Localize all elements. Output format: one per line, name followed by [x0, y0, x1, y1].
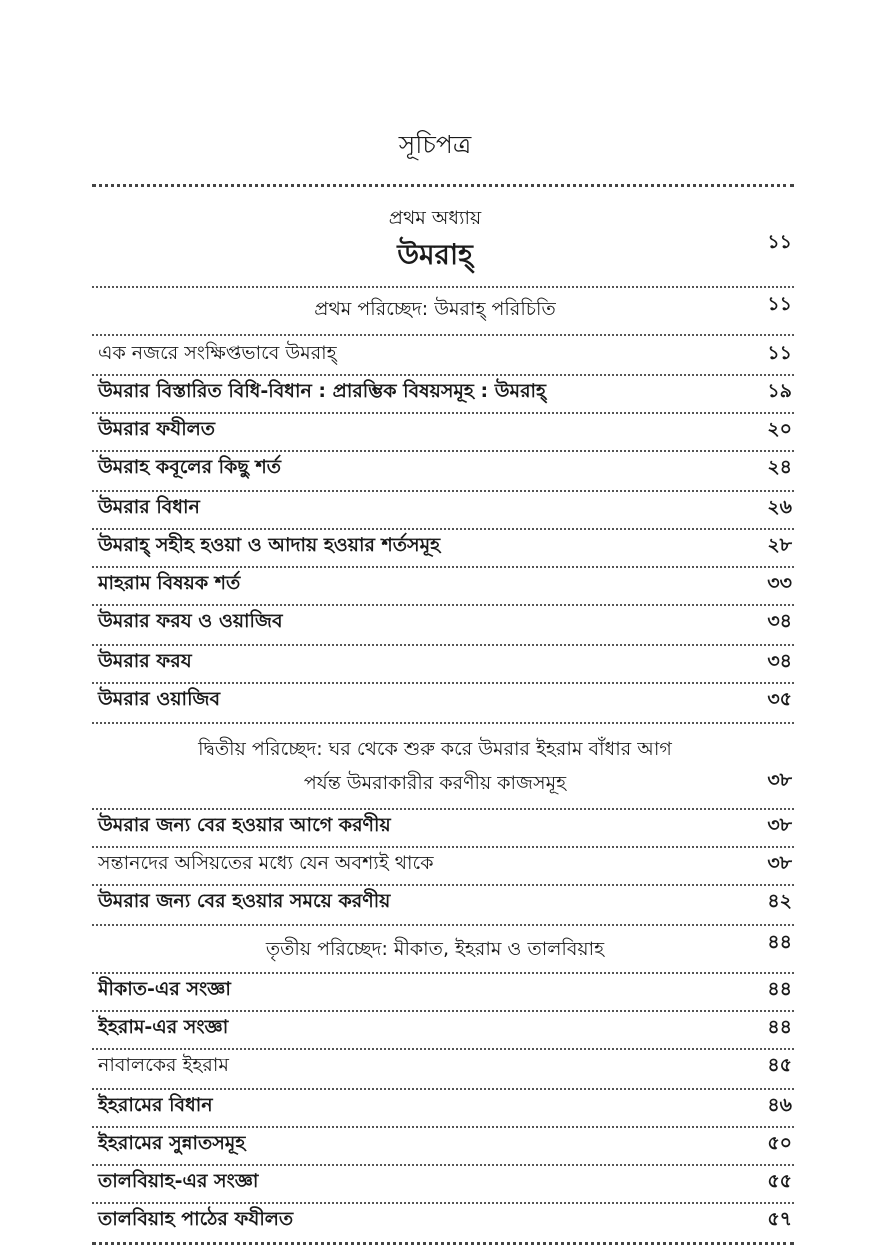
entry-label: উমরার ওয়াজিব	[98, 688, 221, 710]
entry-page: ২০	[767, 418, 792, 440]
divider	[92, 1010, 794, 1012]
divider	[92, 846, 794, 848]
toc-entry[interactable]	[98, 1014, 792, 1044]
entry-page: ৩৪	[767, 610, 792, 632]
toc-entry[interactable]	[98, 494, 792, 524]
entry-page: ২৮	[767, 534, 792, 556]
entry-page: ৪৪	[767, 978, 792, 1000]
section-page: ১১	[767, 293, 792, 315]
entry-page: ৪৬	[767, 1094, 792, 1116]
chapter-title: উমরাহ্	[397, 238, 473, 271]
entry-label: ইহরামের বিধান	[98, 1094, 213, 1116]
page-title: সূচিপত্র	[398, 130, 472, 159]
entry-label: উমরাহ্ সহীহ হওয়া ও আদায় হওয়ার শর্তসমূহ	[98, 534, 441, 556]
divider	[92, 1242, 794, 1245]
toc-entry[interactable]	[98, 850, 792, 880]
toc-entry[interactable]	[98, 608, 792, 638]
divider	[92, 644, 794, 646]
entry-label: নাবালকের ইহরাম	[98, 1054, 229, 1076]
entry-label: ইহরামের সুন্নাতসমূহ	[98, 1132, 246, 1154]
entry-page: ৪৫	[767, 1054, 792, 1076]
divider	[92, 412, 794, 414]
entry-label: তালবিয়াহ পাঠের ফযীলত	[98, 1208, 294, 1230]
toc-entry[interactable]	[98, 648, 792, 678]
toc-entry[interactable]	[98, 976, 792, 1006]
chapter-page: ১১	[767, 231, 792, 253]
section-heading: প্রথম পরিচ্ছেদ: উমরাহ্ পরিচিতি	[314, 298, 556, 320]
divider	[92, 286, 794, 288]
toc-entry[interactable]	[98, 686, 792, 716]
entry-label: উমরার বিস্তারিত বিধি-বিধান : প্রারম্ভিক বিষয়সমূহ : উমরাহ্	[98, 380, 547, 402]
divider	[92, 808, 794, 810]
divider	[92, 1088, 794, 1090]
divider	[92, 1048, 794, 1050]
divider	[92, 566, 794, 568]
entry-label: উমরার বিধান	[98, 496, 200, 518]
toc-entry[interactable]	[98, 340, 792, 370]
entry-label: উমরার জন্য বের হওয়ার আগে করণীয়	[98, 814, 391, 836]
divider	[92, 528, 794, 530]
section-page: ৩৮	[767, 769, 792, 791]
divider	[92, 374, 794, 376]
entry-page: ৩৮	[767, 814, 792, 836]
toc-entry[interactable]	[98, 532, 792, 562]
entry-page: ৫৫	[767, 1170, 792, 1192]
divider	[92, 722, 794, 724]
toc-entry[interactable]	[98, 378, 792, 408]
entry-label: সন্তানদের অসিয়তের মধ্যে যেন অবশ্যই থাকে	[98, 852, 434, 874]
entry-page: ৩৫	[767, 688, 792, 710]
divider	[92, 490, 794, 492]
entry-label: উমরার ফযীলত	[98, 418, 216, 440]
toc-entry[interactable]	[98, 1206, 792, 1236]
divider	[92, 972, 794, 974]
section-page: ৪৪	[767, 931, 792, 953]
entry-label: মীকাত-এর সংজ্ঞা	[98, 978, 231, 1000]
entry-page: ১৯	[767, 380, 792, 402]
entry-label: উমরার জন্য বের হওয়ার সময়ে করণীয়	[98, 890, 391, 912]
divider	[92, 1202, 794, 1204]
section-heading: তৃতীয় পরিচ্ছেদ: মীকাত, ইহরাম ও তালবিয়াহ	[265, 938, 605, 960]
toc-entry[interactable]	[98, 454, 792, 484]
entry-label: ইহরাম-এর সংজ্ঞা	[98, 1016, 229, 1038]
entry-page: ৩৮	[767, 852, 792, 874]
toc-entry[interactable]	[98, 888, 792, 918]
entry-label: উমরার ফরয ও ওয়াজিব	[98, 610, 283, 632]
toc-entry[interactable]	[98, 1130, 792, 1160]
divider	[92, 450, 794, 452]
entry-label: উমরার ফরয	[98, 650, 192, 672]
divider	[92, 1164, 794, 1166]
divider	[92, 604, 794, 606]
entry-label: মাহরাম বিষয়ক শর্ত	[98, 572, 241, 594]
entry-label: এক নজরে সংক্ষিপ্তভাবে উমরাহ্	[98, 342, 337, 364]
entry-label: তালবিয়াহ-এর সংজ্ঞা	[98, 1170, 259, 1192]
entry-page: ১১	[767, 342, 792, 364]
entry-page: ৩৩	[767, 572, 792, 594]
chapter-label: প্রথম অধ্যায়	[388, 207, 482, 229]
toc-entry[interactable]	[98, 1052, 792, 1082]
entry-page: ২৪	[767, 456, 792, 478]
toc-entry[interactable]	[98, 1168, 792, 1198]
section-heading: পর্যন্ত উমরাকারীর করণীয় কাজসমূহ	[303, 772, 567, 794]
section-heading: দ্বিতীয় পরিচ্ছেদ: ঘর থেকে শুরু করে উমরার ইহরাম বাঁধার আগ	[198, 738, 672, 760]
toc-entry[interactable]	[98, 416, 792, 446]
divider	[92, 924, 794, 926]
entry-page: ২৬	[767, 496, 792, 518]
entry-label: উমরাহ কবূলের কিছু শর্ত	[98, 456, 281, 478]
toc-entry[interactable]	[98, 812, 792, 842]
toc-entry[interactable]	[98, 570, 792, 600]
divider	[92, 884, 794, 886]
title-rule	[92, 184, 794, 187]
toc-entry[interactable]	[98, 1092, 792, 1122]
entry-page: ৪২	[767, 890, 792, 912]
divider	[92, 682, 794, 684]
entry-page: ৫৭	[767, 1208, 792, 1230]
entry-page: ৫০	[767, 1132, 792, 1154]
entry-page: ৪৪	[767, 1016, 792, 1038]
divider	[92, 1126, 794, 1128]
divider	[92, 334, 794, 336]
entry-page: ৩৪	[767, 650, 792, 672]
